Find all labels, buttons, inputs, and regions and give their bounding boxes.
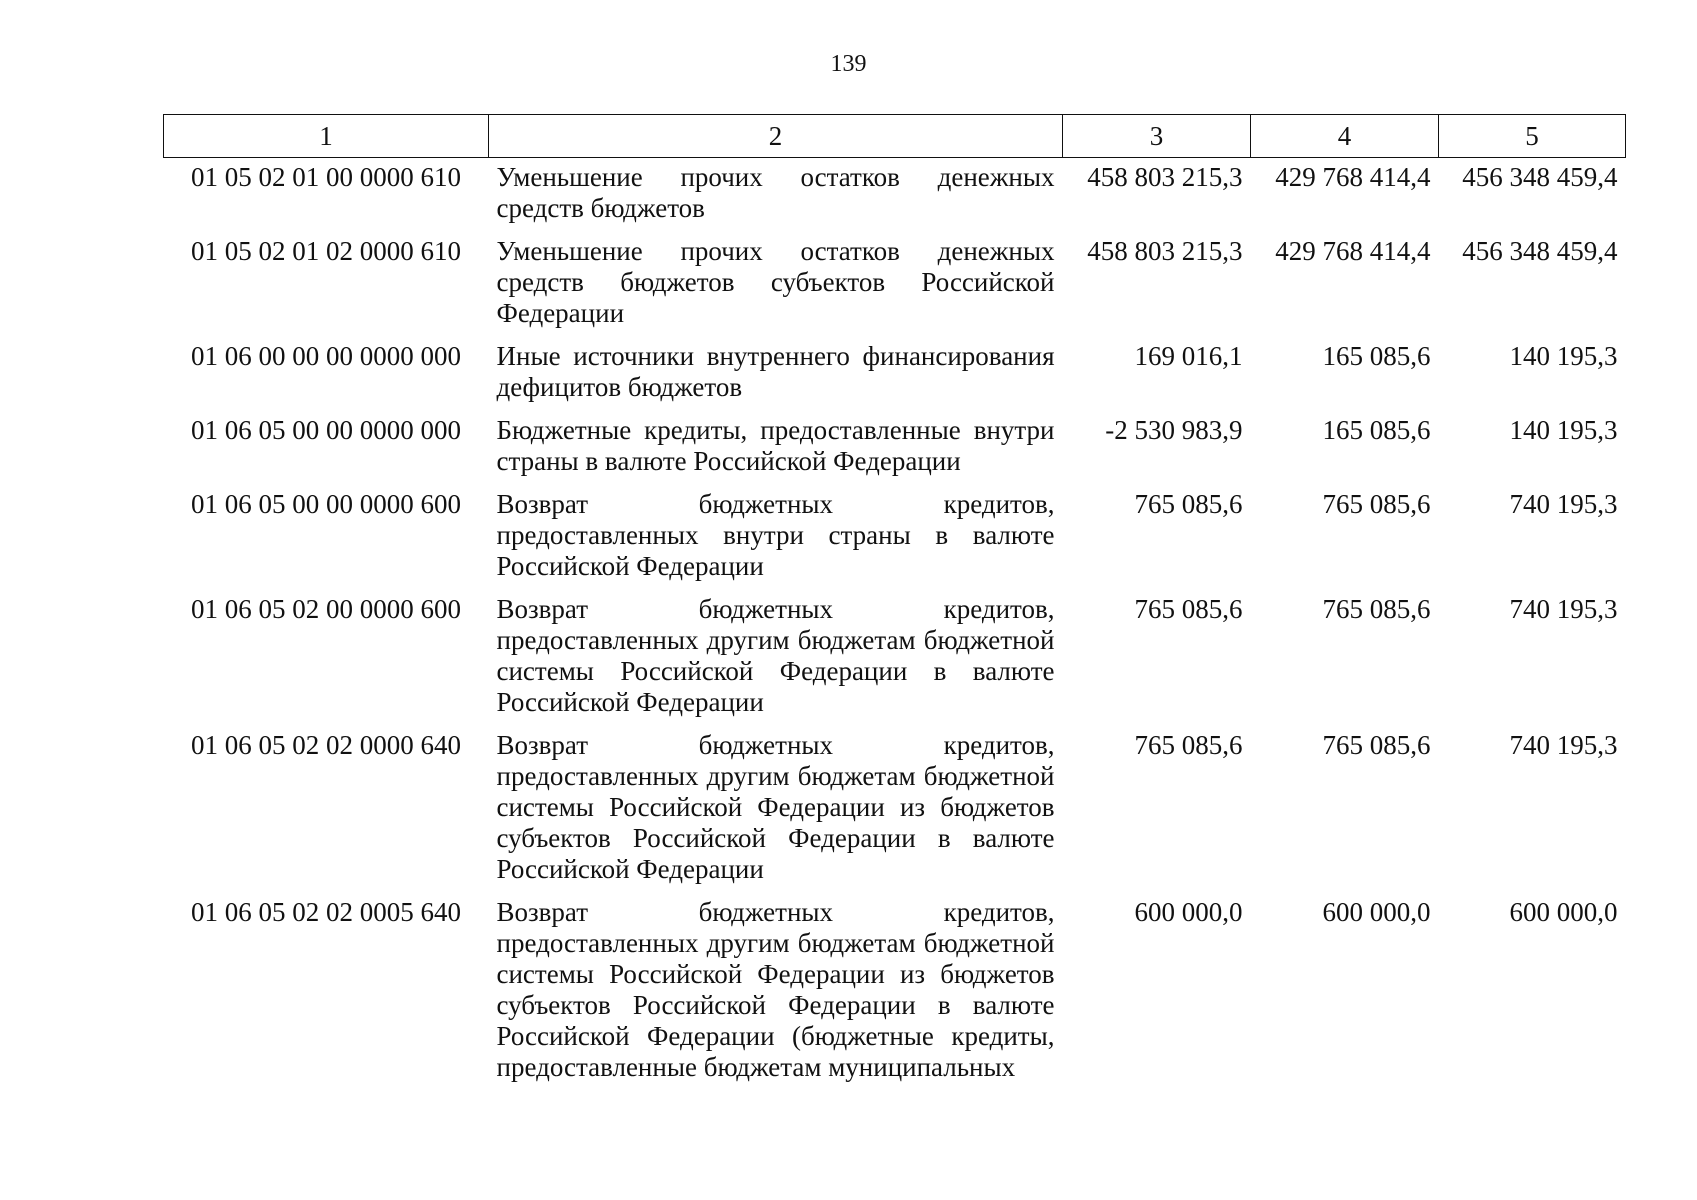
page-number: 139: [830, 51, 867, 77]
row-name: Возврат бюджетных кредитов, предоставленных внутри страны в валюте Российской Федерации: [496, 489, 1055, 581]
budget-sources-table: [163, 114, 1626, 1095]
row-code: 01 06 05 02 02 0005 640: [191, 897, 461, 927]
row-code: 01 05 02 01 00 0000 610: [191, 162, 461, 192]
row-name: Бюджетные кредиты, предоставленные внутри страны в валюте Российской Федерации: [496, 415, 1055, 476]
row-code: 01 06 05 02 00 0000 600: [191, 594, 461, 624]
table-row: [164, 730, 1626, 897]
column-header-4: 4: [1251, 115, 1439, 158]
row-value-3: 765 085,6: [1134, 489, 1243, 519]
table-row: [164, 489, 1626, 594]
row-value-5: 740 195,3: [1509, 730, 1618, 760]
row-value-4: 765 085,6: [1322, 730, 1431, 760]
row-value-5: 140 195,3: [1509, 341, 1618, 371]
column-header-3: 3: [1063, 115, 1251, 158]
table-row: [164, 236, 1626, 341]
row-value-3: -2 530 983,9: [1105, 415, 1243, 445]
row-value-5: 456 348 459,4: [1462, 162, 1618, 192]
row-value-5: 456 348 459,4: [1462, 236, 1618, 266]
row-value-3: 765 085,6: [1134, 730, 1243, 760]
row-name: Возврат бюджетных кредитов, предоставленных другим бюджетам бюджетной системы Российской Федерации из бюджетов субъектов Российской Федерации в валюте Российской Федерации (бюджетные кредиты, предоставленные бюджетам муниципальных: [496, 897, 1055, 1082]
row-value-5: 740 195,3: [1509, 594, 1618, 624]
table-row: [164, 594, 1626, 730]
row-value-5: 140 195,3: [1509, 415, 1618, 445]
table-row: [164, 341, 1626, 415]
row-value-4: 429 768 414,4: [1275, 236, 1431, 266]
row-value-3: 765 085,6: [1134, 594, 1243, 624]
row-value-5: 600 000,0: [1509, 897, 1618, 927]
row-code: 01 05 02 01 02 0000 610: [191, 236, 461, 266]
row-value-3: 458 803 215,3: [1087, 162, 1243, 192]
row-value-3: 458 803 215,3: [1087, 236, 1243, 266]
row-name: Иные источники внутреннего финансирования дефицитов бюджетов: [496, 341, 1055, 402]
row-value-4: 600 000,0: [1322, 897, 1431, 927]
table-row: [164, 158, 1626, 237]
row-value-4: 765 085,6: [1322, 594, 1431, 624]
row-value-4: 165 085,6: [1322, 341, 1431, 371]
table-header: [164, 115, 1626, 158]
row-name: Возврат бюджетных кредитов, предоставленных другим бюджетам бюджетной системы Российской Федерации в валюте Российской Федерации: [496, 594, 1055, 717]
row-code: 01 06 05 00 00 0000 600: [191, 489, 461, 519]
row-value-3: 169 016,1: [1134, 341, 1243, 371]
row-name: Возврат бюджетных кредитов, предоставленных другим бюджетам бюджетной системы Российской Федерации из бюджетов субъектов Российской Федерации в валюте Российской Федерации: [496, 730, 1055, 884]
row-code: 01 06 00 00 00 0000 000: [191, 341, 461, 371]
column-header-1: 1: [164, 115, 489, 158]
table-row: [164, 897, 1626, 1095]
column-header-2: 2: [489, 115, 1063, 158]
row-value-3: 600 000,0: [1134, 897, 1243, 927]
table-body: [164, 158, 1626, 1096]
column-header-5: 5: [1439, 115, 1626, 158]
row-value-4: 765 085,6: [1322, 489, 1431, 519]
row-value-4: 165 085,6: [1322, 415, 1431, 445]
row-value-4: 429 768 414,4: [1275, 162, 1431, 192]
table-row: [164, 415, 1626, 489]
header-row: [164, 115, 1626, 158]
row-code: 01 06 05 02 02 0000 640: [191, 730, 461, 760]
row-name: Уменьшение прочих остатков денежных средств бюджетов: [496, 162, 1055, 223]
row-value-5: 740 195,3: [1509, 489, 1618, 519]
row-name: Уменьшение прочих остатков денежных средств бюджетов субъектов Российской Федерации: [496, 236, 1055, 328]
row-code: 01 06 05 00 00 0000 000: [191, 415, 461, 445]
